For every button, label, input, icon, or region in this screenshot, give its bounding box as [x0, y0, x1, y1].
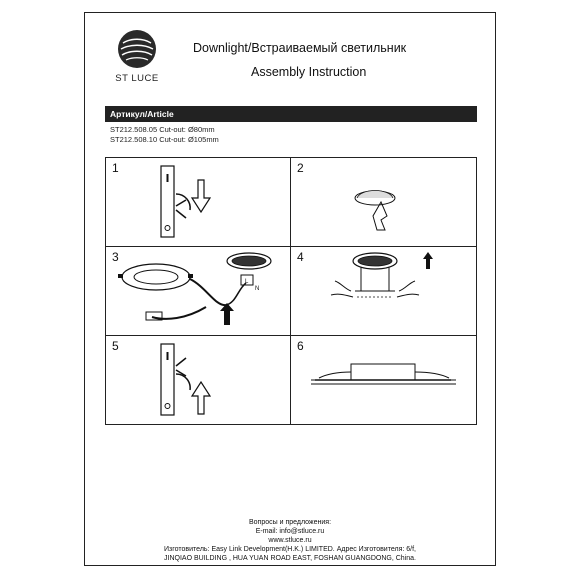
- brand-name: ST LUCE: [115, 73, 159, 84]
- step-number: 6: [297, 339, 304, 353]
- step-2-illustration: [291, 158, 476, 245]
- step-number: 2: [297, 161, 304, 175]
- article-line: ST212.508.05 Cut-out: Ø80mm: [110, 125, 215, 134]
- step-number: 5: [112, 339, 119, 353]
- step-6-illustration: [291, 336, 476, 423]
- footer-line: E-mail: info@stluce.ru: [255, 528, 325, 535]
- step-4-illustration: [291, 247, 476, 334]
- step-1-panel: [106, 158, 291, 246]
- steps-row: [106, 158, 476, 247]
- wire-neutral-label: N: [255, 286, 260, 292]
- brand-logo-icon: [117, 29, 157, 69]
- step-number: 3: [112, 250, 119, 264]
- steps-row: [106, 247, 476, 336]
- step-2-panel: [291, 158, 476, 246]
- step-4-panel: [291, 247, 476, 335]
- footer-line: www.stluce.ru: [268, 537, 312, 544]
- article-heading: Артикул/Article: [105, 106, 477, 122]
- footer: [85, 518, 495, 563]
- steps-grid: [105, 157, 477, 425]
- footer-line: Вопросы и предложения:: [248, 519, 332, 526]
- footer-line: JINQIAO BUILDING , HUA YUAN ROAD EAST, FOSHAN GUANGDONG, China.: [164, 555, 416, 562]
- step-5-panel: [106, 336, 291, 424]
- step-3-illustration: [106, 247, 291, 334]
- brand-logo: [107, 29, 167, 84]
- step-6-panel: [291, 336, 476, 424]
- step-1-illustration: [106, 158, 291, 245]
- wire-live-label: L: [245, 279, 249, 285]
- steps-row: [106, 336, 476, 424]
- step-number: 1: [112, 161, 119, 175]
- step-3-panel: [106, 247, 291, 335]
- step-number: 4: [297, 250, 304, 264]
- page-subtitle: Assembly Instruction: [251, 65, 367, 79]
- article-line: ST212.508.10 Cut-out: Ø105mm: [110, 134, 219, 144]
- instruction-sheet: [84, 12, 496, 566]
- step-5-illustration: [106, 336, 291, 423]
- page-title: Downlight/Встраиваемый светильник: [193, 41, 407, 55]
- article-list: [110, 125, 219, 144]
- footer-line: Изготовитель: Easy Link Development(H.K.) LIMITED. Адрес Изготовителя: 6/f,: [164, 546, 416, 553]
